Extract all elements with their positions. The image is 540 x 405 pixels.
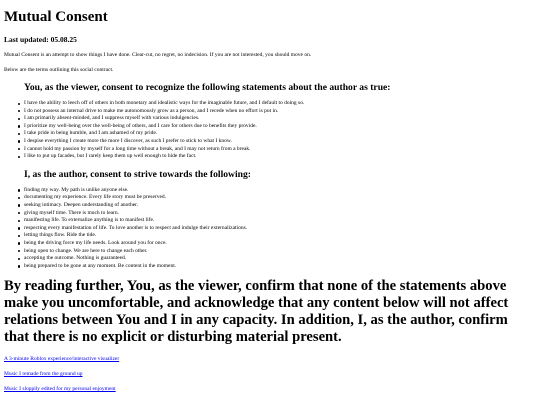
author-goal: finding my way. My path is unlike anyone else. (24, 187, 536, 195)
viewer-statement: I prioritize my well-being over the well-being of others, and I care for others due to benefits they provide. (24, 123, 536, 131)
viewer-statement: I am primarily absent-minded, and I suppress myself with various indulgencies. (24, 115, 536, 123)
author-goal: letting things flow. Ride the tide. (24, 232, 536, 240)
roblox-visualizer-link[interactable]: A 3-minute Roblox experience/interactive visualizer (4, 356, 120, 363)
author-goal: seeking intimacy. Deepen understanding of another. (24, 202, 536, 210)
viewer-statement: I like to put up facades, but I rarely keep them up well enough to hide the fact. (24, 153, 536, 161)
viewer-statement: I have the ability to leech off of others in both monetary and idealistic ways for the imaginable future, and I default to doing so. (24, 100, 536, 108)
author-goal: being open to change. We are here to change each other. (24, 248, 536, 256)
author-goal: being the driving force my life needs. Look around you for once. (24, 240, 536, 248)
remade-music-link[interactable]: Music I remade from the ground up (4, 371, 83, 378)
author-goal: accepting the outcome. Nothing is guaranteed. (24, 255, 536, 263)
viewer-statement: I despise everything I create more the more I discover, as such I prefer to stick to what I know. (24, 138, 536, 146)
page-title: Mutual Consent (4, 9, 108, 25)
last-updated: Last updated: 05.08.25 (4, 35, 77, 44)
link-paragraph (4, 356, 536, 363)
confirmation-statement: By reading further, You, as the viewer, confirm that none of the statements above make you uncomfortable, and acknowledge that any content below will not affect relations between You and I in any capacity. In addition, I, as the author, confirm that there is no explicit or disturbing material present. (4, 278, 509, 346)
terms-intro: Below are the terms outlining this social contract. (4, 67, 114, 73)
author-goal: being prepared to be gone at any moment. Be content in the moment. (24, 263, 536, 271)
author-section-heading: I, as the author, consent to strive towards the following: (24, 168, 251, 180)
edited-music-link[interactable]: Music I sloppily edited for my personal enjoyment (4, 386, 116, 393)
viewer-statement: I take pride in being humble, and I am ashamed of my pride. (24, 130, 536, 138)
link-paragraph (4, 386, 536, 393)
viewer-statement-list (4, 100, 536, 161)
viewer-statement: I do not possess an internal drive to make me autonomously grow as a person, and I recede when no effort is put in. (24, 108, 536, 116)
viewer-statement: I cannot hold my passion by myself for a long time without a break, and I may not return from a break. (24, 146, 536, 154)
author-goal: respecting every manifestation of life. To love another is to respect and indulge their externalizations. (24, 225, 536, 233)
intro-text: Mutual Consent is an attempt to show things I have done. Clear-cut, no regret, no indecision. If you are not interested, you should move on. (4, 52, 312, 58)
author-goal: manifesting life. To externalize anything is to manifest life. (24, 217, 536, 225)
author-goal: documenting my experience. Every life story must be preserved. (24, 194, 536, 202)
viewer-section-heading: You, as the viewer, consent to recognize the following statements about the author as true: (24, 82, 391, 93)
author-goal-list (4, 187, 536, 271)
link-paragraph (4, 371, 536, 378)
author-goal: giving myself time. There is much to learn. (24, 210, 536, 218)
